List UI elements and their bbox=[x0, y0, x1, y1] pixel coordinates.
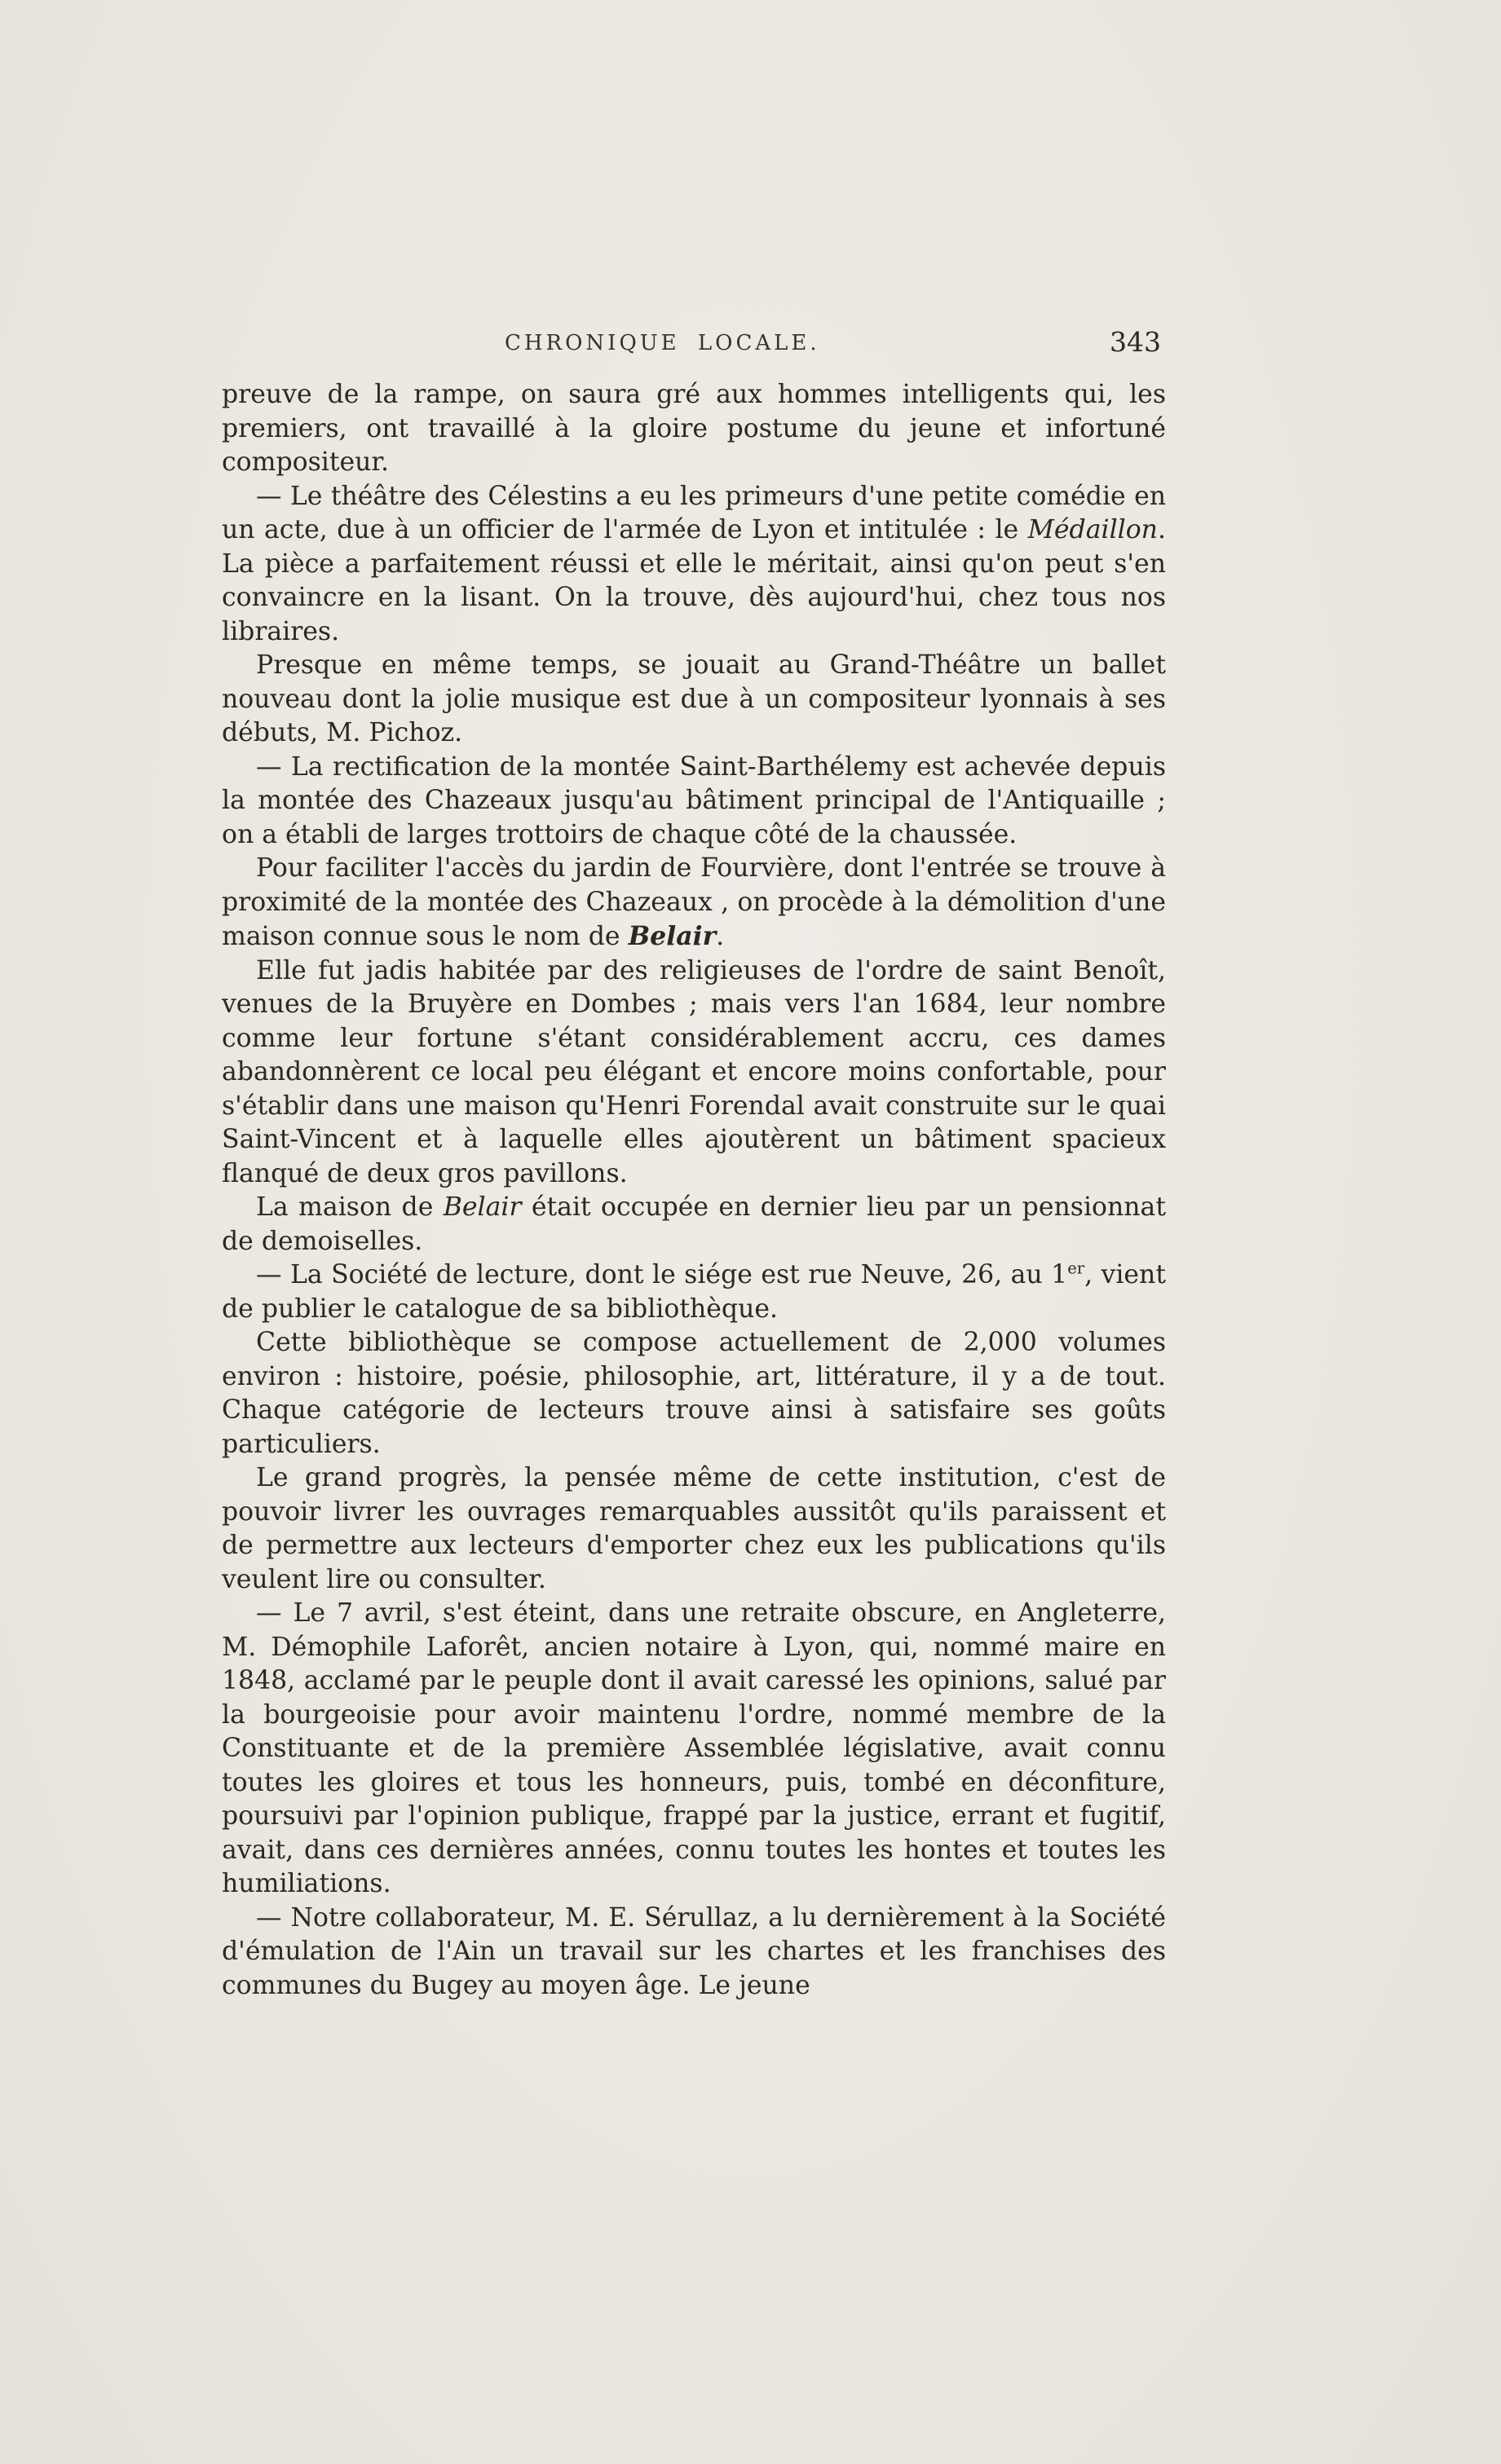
text-segment: Belair bbox=[443, 1192, 522, 1222]
paragraph bbox=[222, 852, 1166, 954]
text-segment: — La rectification de la montée Saint-Barthélemy est achevée depuis la montée des Chazeaux jusqu'au bâtiment principal de l'Antiquaille ; on a établi de larges trottoirs de chaque côté de la chaussée. bbox=[222, 752, 1166, 849]
text-segment: Le grand progrès, la pensée même de cette institution, c'est de pouvoir livrer les ouvrages remarquables aussitôt qu'ils paraissent et de permettre aux lecteurs d'emporter chez eux les publications qu'ils veulent lire ou consulter. bbox=[222, 1463, 1166, 1594]
text-segment: — Le théâtre des Célestins a eu les primeurs d'une petite comédie en un acte, due à un officier de l'armée de Lyon et intitulée : le bbox=[222, 481, 1166, 544]
paragraph bbox=[222, 1258, 1166, 1326]
text-segment: . La pièce a parfaitement réussi et elle le méritait, ainsi qu'on peut s'en convaincre en la lisant. On la trouve, dès aujourd'hui, chez tous nos libraires. bbox=[222, 515, 1166, 646]
text-segment: Elle fut jadis habitée par des religieuses de l'ordre de saint Benoît, venues de la Bruyère en Dombes ; mais vers l'an 1684, leur nombre comme leur fortune s'étant considérablement accru, ces dames abandonnèrent ce local peu élégant et encore moins confortable, pour s'établir dans une maison qu'Henri Forendal avait construite sur le quai Saint-Vincent et à laquelle elles ajoutèrent un bâtiment spacieux flanqué de deux gros pavillons. bbox=[222, 955, 1166, 1188]
paragraph bbox=[222, 1326, 1166, 1461]
paragraph bbox=[222, 1191, 1166, 1258]
text-segment: , vient de publier le catalogue de sa bibliothèque. bbox=[222, 1260, 1167, 1324]
text-segment: er bbox=[1067, 1258, 1085, 1278]
paragraph bbox=[222, 1902, 1166, 2003]
page-body bbox=[222, 378, 1166, 2003]
text-segment: — Notre collaborateur, M. E. Sérullaz, a lu dernièrement à la Société d'émulation de l'Ain un travail sur les chartes et les franchises des communes du Bugey au moyen âge. Le jeune bbox=[222, 1902, 1166, 2000]
paragraph bbox=[222, 1461, 1166, 1597]
paragraph bbox=[222, 649, 1166, 751]
text-segment: Cette bibliothèque se compose actuellement de 2,000 volumes environ : histoire, poésie, philosophie, art, littérature, il y a de tout. Chaque catégorie de lecteurs trouve ainsi à satisfaire ses goûts particuliers. bbox=[222, 1328, 1166, 1459]
paragraph bbox=[222, 751, 1166, 853]
text-segment: La maison de bbox=[256, 1192, 444, 1222]
text-segment: Presque en même temps, se jouait au Grand-Théâtre un ballet nouveau dont la jolie musique est due à un compositeur lyonnais à ses débuts, M. Pichoz. bbox=[222, 650, 1166, 747]
page-column bbox=[222, 326, 1166, 2003]
text-segment: preuve de la rampe, on saura gré aux hommes intelligents qui, les premiers, ont travaillé à la gloire postume du jeune et infortuné compositeur. bbox=[222, 380, 1166, 477]
text-segment: était occupée en dernier lieu par un pensionnat de demoiselles. bbox=[222, 1192, 1166, 1256]
paragraph bbox=[222, 378, 1166, 480]
text-segment: Pour faciliter l'accès du jardin de Fourvière, dont l'entrée se trouve à proximité de la montée des Chazeaux , on procède à la démolition d'une maison connue sous le nom de bbox=[222, 853, 1166, 951]
text-segment: . bbox=[716, 922, 725, 951]
text-segment: Médaillon bbox=[1027, 515, 1158, 544]
text-segment: — Le 7 avril, s'est éteint, dans une retraite obscure, en Angleterre, M. Démophile Laforêt, ancien notaire à Lyon, qui, nommé maire en 1848, acclamé par le peuple dont il avait caressé les opinions, salué par la bourgeoisie pour avoir maintenu l'ordre, nommé membre de la Constituante et de la première Assemblée législative, avait connu toutes les gloires et tous les honneurs, puis, tombé en déconfiture, poursuivi par l'opinion publique, frappé par la justice, errant et fugitif, avait, dans ces dernières années, connu toutes les hontes et toutes les humiliations. bbox=[222, 1598, 1166, 1898]
page-header bbox=[222, 326, 1166, 368]
running-title: CHRONIQUE LOCALE. bbox=[504, 331, 820, 355]
page-number: 343 bbox=[1110, 326, 1161, 358]
paragraph bbox=[222, 954, 1166, 1192]
text-segment: Belair bbox=[628, 921, 717, 951]
text-segment: — La Société de lecture, dont le siége est rue Neuve, 26, au 1 bbox=[256, 1260, 1068, 1289]
paragraph bbox=[222, 1597, 1166, 1902]
paragraph bbox=[222, 480, 1166, 650]
